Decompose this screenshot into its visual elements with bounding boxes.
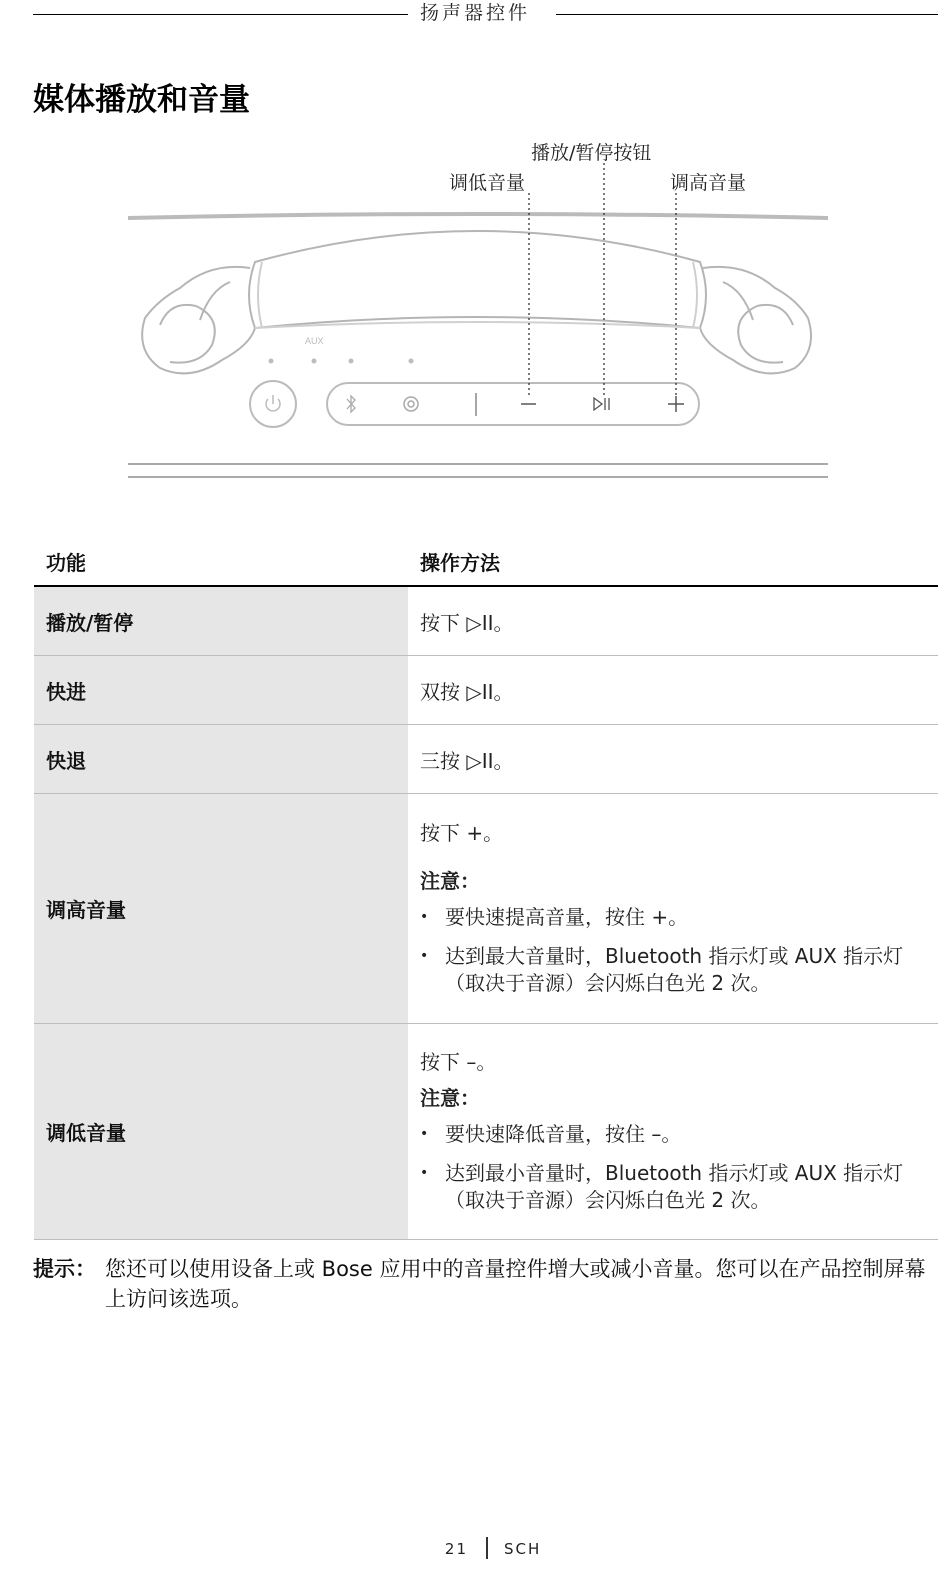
operation-cell: 按下 ▷II。 bbox=[408, 586, 938, 656]
table-row-play-pause bbox=[34, 586, 938, 656]
page-title: 媒体播放和音量 bbox=[33, 82, 250, 118]
speaker-diagram bbox=[0, 130, 950, 500]
callout-volume-up: 调高音量 bbox=[670, 172, 747, 194]
callout-play-pause: 播放/暂停按钮 bbox=[531, 142, 652, 164]
function-cell: 调高音量 bbox=[34, 794, 408, 1024]
note-list bbox=[420, 904, 926, 997]
aux-label: AUX bbox=[305, 336, 324, 346]
footer-divider bbox=[486, 1537, 488, 1559]
tip bbox=[33, 1254, 939, 1314]
function-cell: 快进 bbox=[34, 656, 408, 725]
operation-cell: 三按 ▷II。 bbox=[408, 725, 938, 794]
section-header: 扬声器控件 bbox=[0, 0, 950, 26]
header-operation: 操作方法 bbox=[408, 537, 938, 586]
bluetooth-icon bbox=[347, 396, 355, 412]
list-item: • 要快速降低音量，按住 –。 bbox=[420, 1121, 926, 1148]
tip-label: 提示： bbox=[33, 1257, 96, 1281]
speaker-illustration bbox=[0, 130, 950, 500]
table-row-volume-up bbox=[34, 794, 938, 1024]
operation-cell: 双按 ▷II。 bbox=[408, 656, 938, 725]
list-item: • 要快速提高音量，按住 +。 bbox=[420, 904, 926, 931]
note-title: 注意： bbox=[420, 1086, 480, 1110]
callout-volume-down: 调低音量 bbox=[449, 172, 526, 194]
note-list bbox=[420, 1121, 926, 1214]
function-table bbox=[34, 537, 938, 1240]
volume-up-icon bbox=[668, 396, 684, 412]
power-icon bbox=[266, 395, 280, 411]
function-cell: 调低音量 bbox=[34, 1024, 408, 1240]
play-pause-icon bbox=[594, 398, 609, 410]
function-cell: 快退 bbox=[34, 725, 408, 794]
language-code: SCH bbox=[504, 1540, 542, 1558]
page-footer bbox=[0, 1537, 950, 1561]
operation-text: 按下 –。 bbox=[420, 1050, 497, 1074]
list-item: • 达到最小音量时，Bluetooth 指示灯或 AUX 指示灯（取决于音源）会闪烁白色光 2 次。 bbox=[420, 1160, 926, 1214]
table-row-rewind bbox=[34, 725, 938, 794]
tip-text: 您还可以使用设备上或 Bose 应用中的音量控件增大或减小音量。您可以在产品控制屏幕上访问该选项。 bbox=[105, 1257, 926, 1311]
header-function: 功能 bbox=[34, 537, 408, 586]
function-cell: 播放/暂停 bbox=[34, 586, 408, 656]
operation-cell bbox=[408, 794, 938, 1024]
list-item: • 达到最大音量时，Bluetooth 指示灯或 AUX 指示灯（取决于音源）会闪烁白色光 2 次。 bbox=[420, 943, 926, 997]
table-row-fast-forward bbox=[34, 656, 938, 725]
operation-cell bbox=[408, 1024, 938, 1240]
action-icon bbox=[404, 397, 418, 411]
operation-text: 按下 +。 bbox=[420, 821, 504, 845]
note-title: 注意： bbox=[420, 869, 480, 893]
table-row-volume-down bbox=[34, 1024, 938, 1240]
page-number: 21 bbox=[444, 1540, 468, 1558]
